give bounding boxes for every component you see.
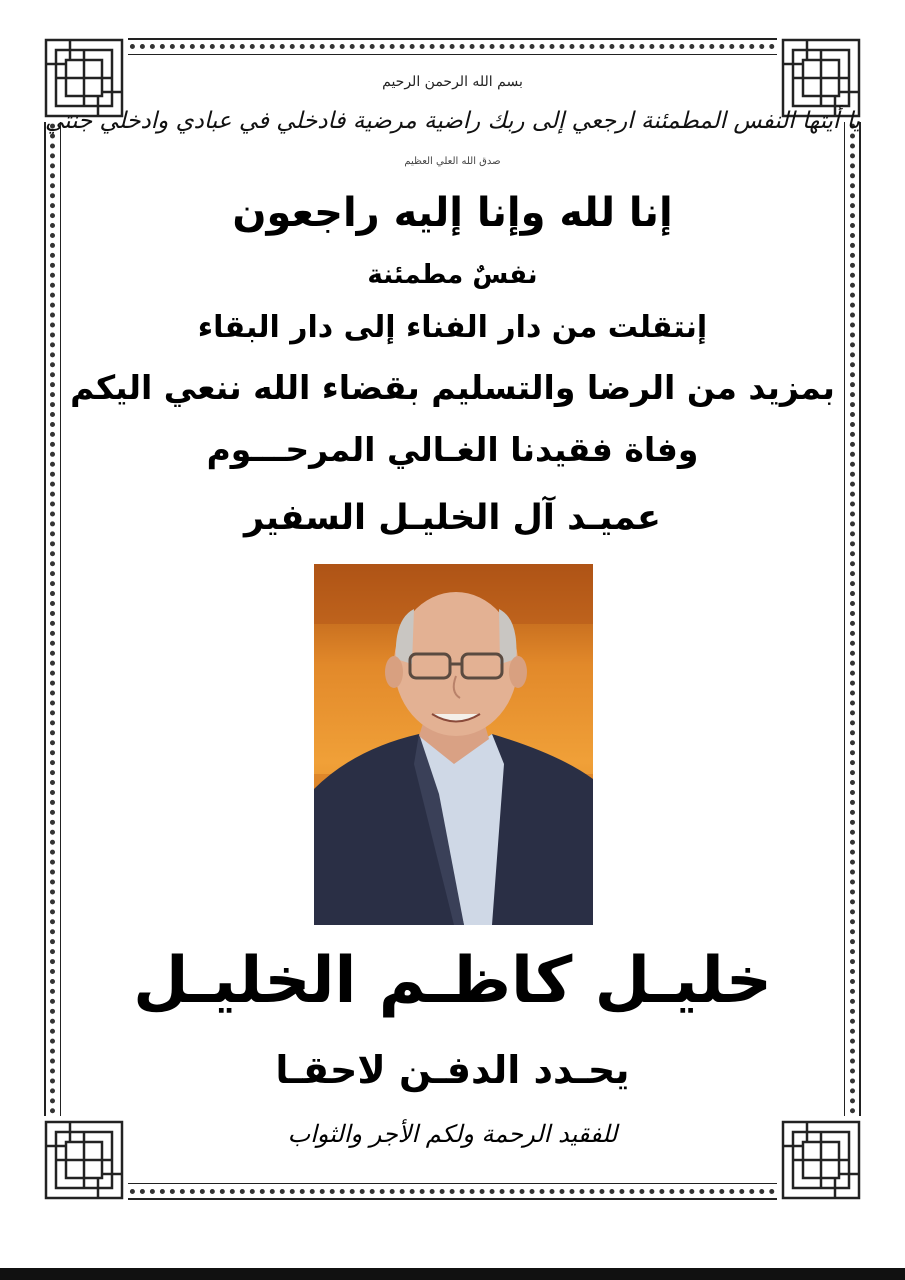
verse-closing: صدق الله العلي العظيم (404, 156, 501, 167)
line-title-ameed: عميـد آل الخليـل السفير (244, 498, 661, 538)
inna-lillah-heading: إنا لله وإنا إليه راجعون (232, 190, 673, 236)
line-announcement: بمزيد من الرضا والتسليم بقضاء الله ننعي اليكم (70, 368, 835, 407)
line-wafat: وفاة فقيدنا الغـالي المرحـــوم (206, 430, 699, 469)
burial-note: يحـدد الدفـن لاحقـا (275, 1048, 630, 1092)
line-nafs-mutmaina: نفسٌ مطمئنة (367, 260, 538, 290)
line-intaqalat: إنتقلت من دار الفناء إلى دار البقاء (197, 310, 708, 345)
closing-prayer: للفقيد الرحمة ولكم الأجر والثواب (287, 1120, 618, 1148)
bottom-edge-band (0, 1268, 905, 1280)
basmala: بسم الله الرحمن الرحيم (382, 74, 523, 90)
quran-verse: يا أيتها النفس المطمئنة ارجعي إلى ربك راضية مرضية فادخلي في عبادي وادخلي جنتي (44, 108, 861, 134)
deceased-name: خليـل كاظـم الخليـل (133, 944, 772, 1018)
deceased-portrait (314, 564, 593, 925)
